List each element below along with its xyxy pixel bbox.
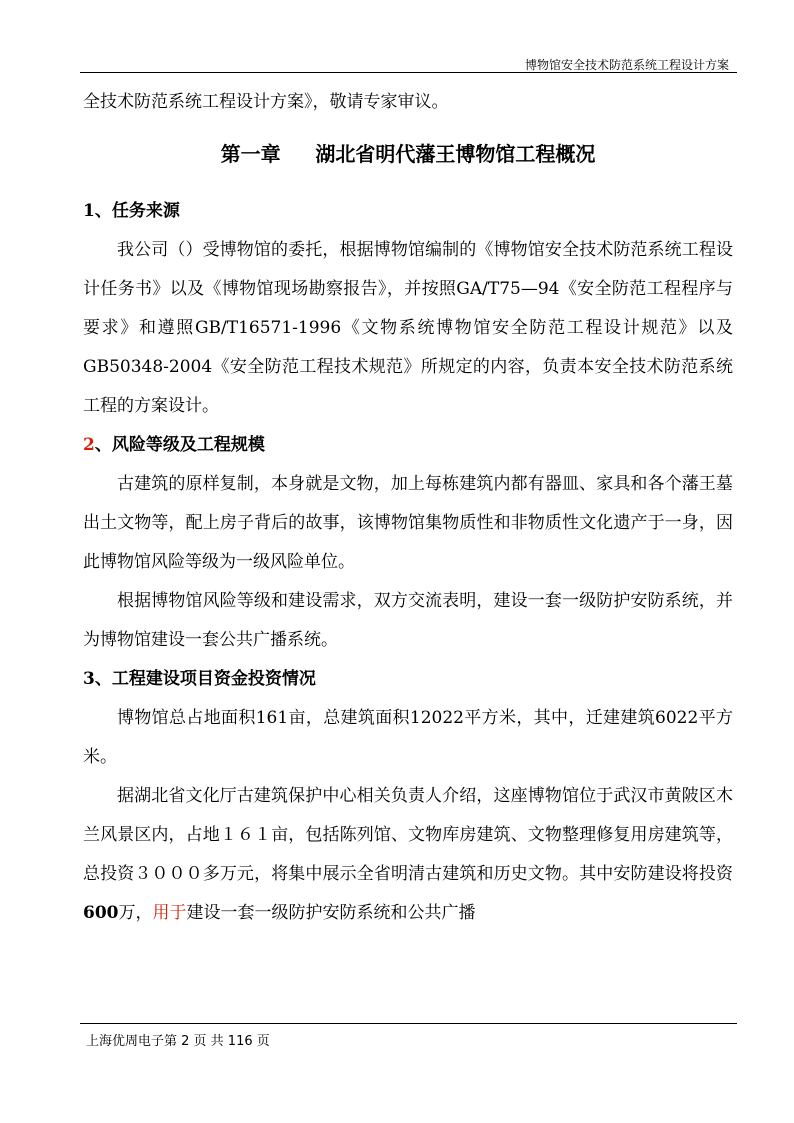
section-number: 2 (83, 435, 95, 455)
chapter-number: 第一章 (220, 142, 281, 166)
paragraph: 根据博物馆风险等级和建设需求，双方交流表明，建设一套一级防护安防系统，并为博物馆建设一套公共广播系统。 (83, 591, 733, 650)
investment-unit: 万， (118, 903, 153, 923)
investment-amount: 600 (83, 903, 119, 923)
section-title: 、工程建设项目资金投资情况 (94, 669, 316, 689)
header-doc-title: 博物馆安全技术防范系统工程设计方案 (524, 58, 729, 72)
page-footer (80, 1023, 737, 1049)
chapter-heading (83, 140, 733, 168)
paragraph-text: 据湖北省文化厅古建筑保护中心相关负责人介绍，这座博物馆位于武汉市黄陂区木兰风景区内，占地１６１亩，包括陈列馆、文物库房建筑、文物整理修复用房建筑等，总投资３０００多万元，将集中展示全省明清古建筑和历史文物。 (83, 786, 733, 884)
section-title: 、风险等级及工程规模 (94, 435, 265, 455)
paragraph: 博物馆总占地面积161亩，总建筑面积12022平方米，其中，迁建建筑6022平方米。 (83, 708, 733, 767)
intro-line: 全技术防范系统工程设计方案》，敬请专家审议。 (83, 92, 449, 112)
paragraph: 古建筑的原样复制，本身就是文物，加上每栋建筑内都有器皿、家具和各个藩王墓出土文物等，配上房子背后的故事，该博物馆集物质性和非物质性文化遗产于一身，因此博物馆风险等级为一级风险单位。 (83, 474, 733, 572)
paragraph-text-before: 其中安防建设将投资 (579, 864, 734, 884)
section-number: 1 (83, 201, 95, 221)
section-heading-1 (83, 192, 733, 231)
section-heading-3 (83, 660, 733, 699)
section-heading-2 (83, 426, 733, 465)
chapter-title: 湖北省明代藩王博物馆工程概况 (315, 142, 596, 166)
paragraph: 我公司（）受博物馆的委托，根据博物馆编制的《博物馆安全技术防范系统工程设计任务书》以及《博物馆现场勘察报告》，并按照GA/T75—94《安全防范工程程序与要求》和遵照GB/T16571-1996《文物系统博物馆安全防范工程设计规范》以及GB50348-2004《安全防范工程技术规范》所规定的内容，负责本安全技术防范系统工程的方案设计。 (83, 240, 733, 416)
paragraph-text-after: 建设一套一级防护安防系统和公共广播 (186, 903, 476, 923)
document-body (83, 92, 733, 933)
paragraph (83, 777, 733, 933)
page-number-label: 上海优周电子第 2 页 共 116 页 (86, 1034, 270, 1049)
page-header (80, 52, 737, 73)
highlighted-text: 用于 (152, 903, 187, 923)
section-title: 、任务来源 (94, 201, 180, 221)
section-number: 3 (83, 669, 95, 689)
